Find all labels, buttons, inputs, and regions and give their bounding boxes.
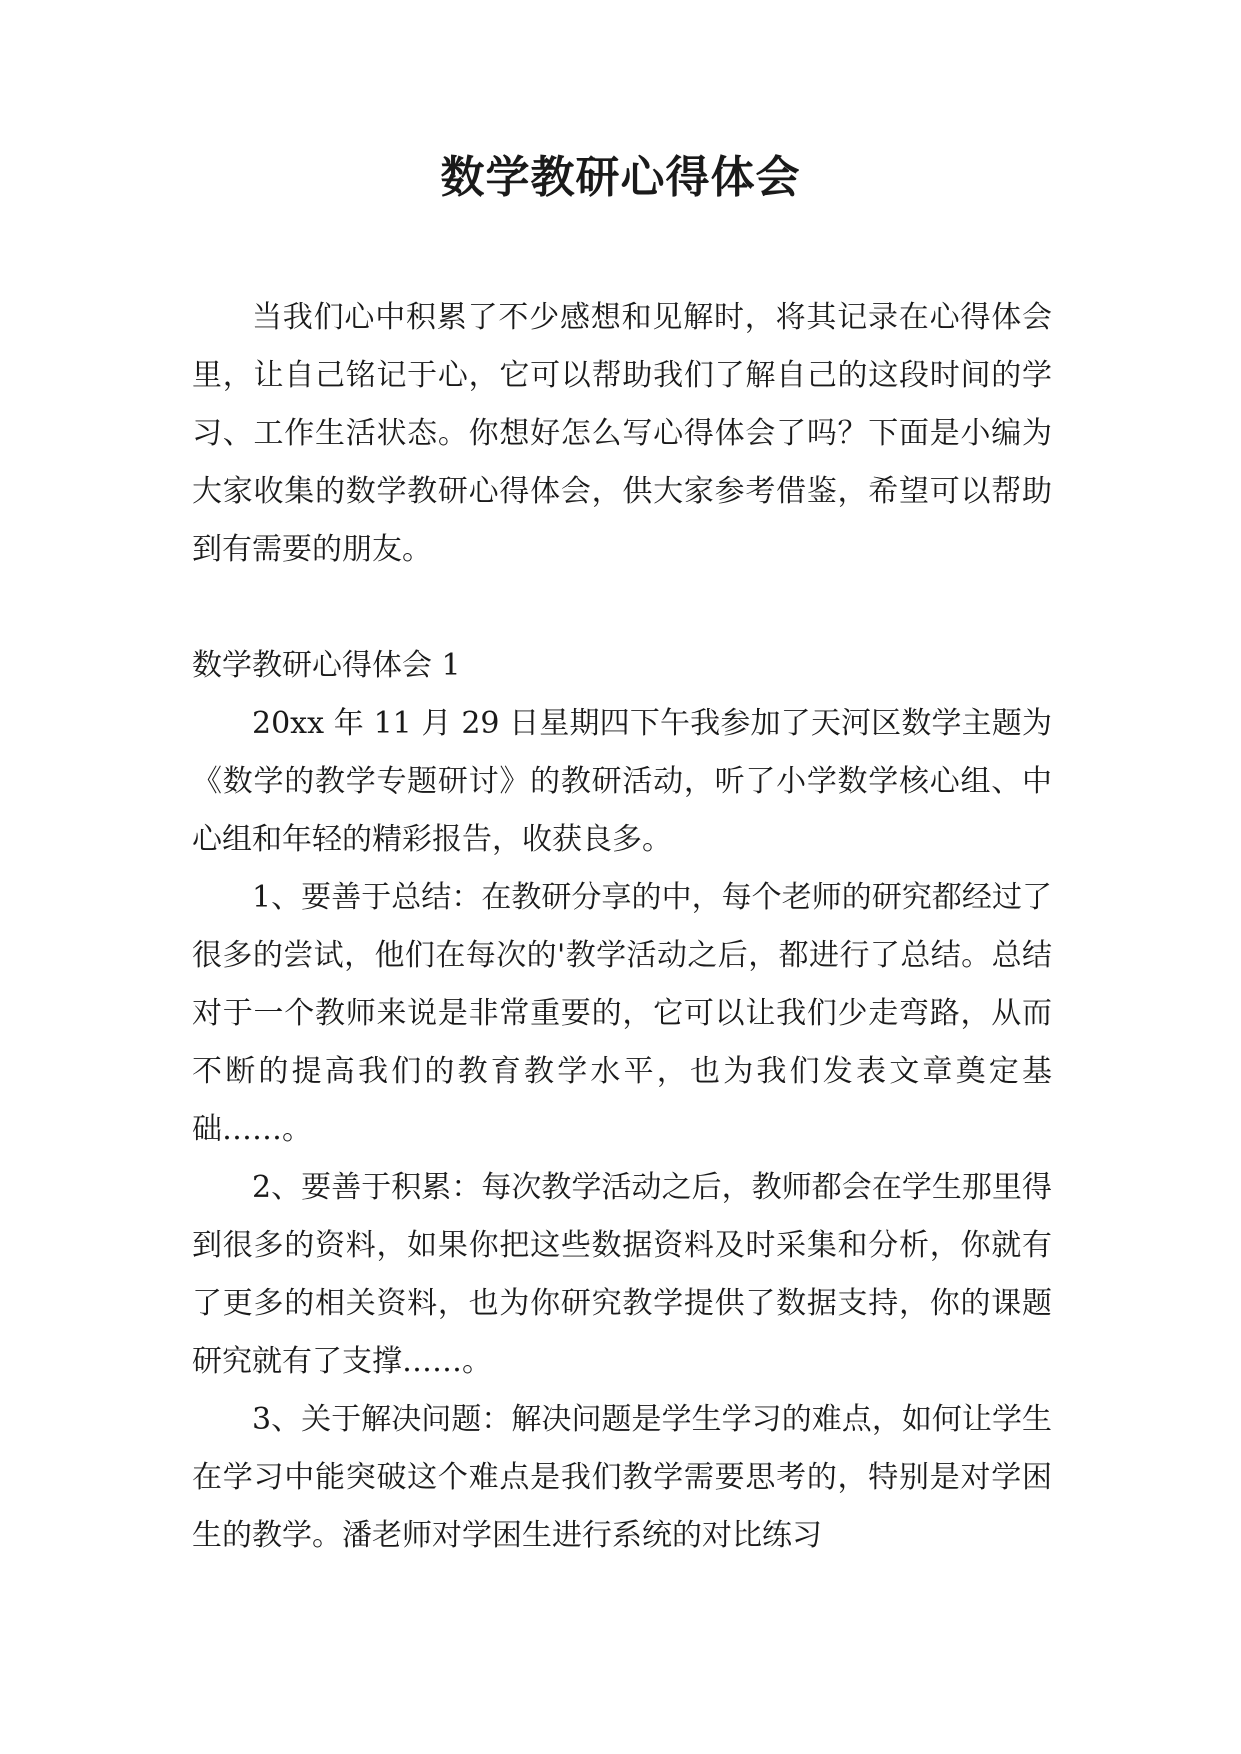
- body-paragraph: 1、要善于总结：在教研分享的中，每个老师的研究都经过了很多的尝试，他们在每次的'教学活动之后，都进行了总结。总结对于一个教师来说是非常重要的，它可以让我们少走弯路，从而不断的提高我们的教育教学水平，也为我们发表文章奠定基础……。: [192, 880, 1052, 1147]
- body-paragraph: 3、关于解决问题：解决问题是学生学习的难点，如何让学生在学习中能突破这个难点是我们教学需要思考的，特别是对学困生的教学。潘老师对学困生进行系统的对比练习: [192, 1402, 1052, 1553]
- document-title: 数学教研心得体会: [440, 152, 801, 203]
- section-heading: 数学教研心得体会 1: [192, 648, 461, 683]
- document-body: [192, 289, 1052, 1565]
- body-paragraph: 20xx 年 11 月 29 日星期四下午我参加了天河区数学主题为《数学的教学专题研讨》的教研活动，听了小学数学核心组、中心组和年轻的精彩报告，收获良多。: [192, 706, 1052, 857]
- intro-paragraph: 当我们心中积累了不少感想和见解时，将其记录在心得体会里，让自己铭记于心，它可以帮助我们了解自己的这段时间的学习、工作生活状态。你想好怎么写心得体会了吗？下面是小编为大家收集的数学教研心得体会，供大家参考借鉴，希望可以帮助到有需要的朋友。: [192, 300, 1052, 567]
- body-paragraph: 2、要善于积累：每次教学活动之后，教师都会在学生那里得到很多的资料，如果你把这些数据资料及时采集和分析，你就有了更多的相关资料，也为你研究教学提供了数据支持，你的课题研究就有了支撑……。: [192, 1170, 1052, 1379]
